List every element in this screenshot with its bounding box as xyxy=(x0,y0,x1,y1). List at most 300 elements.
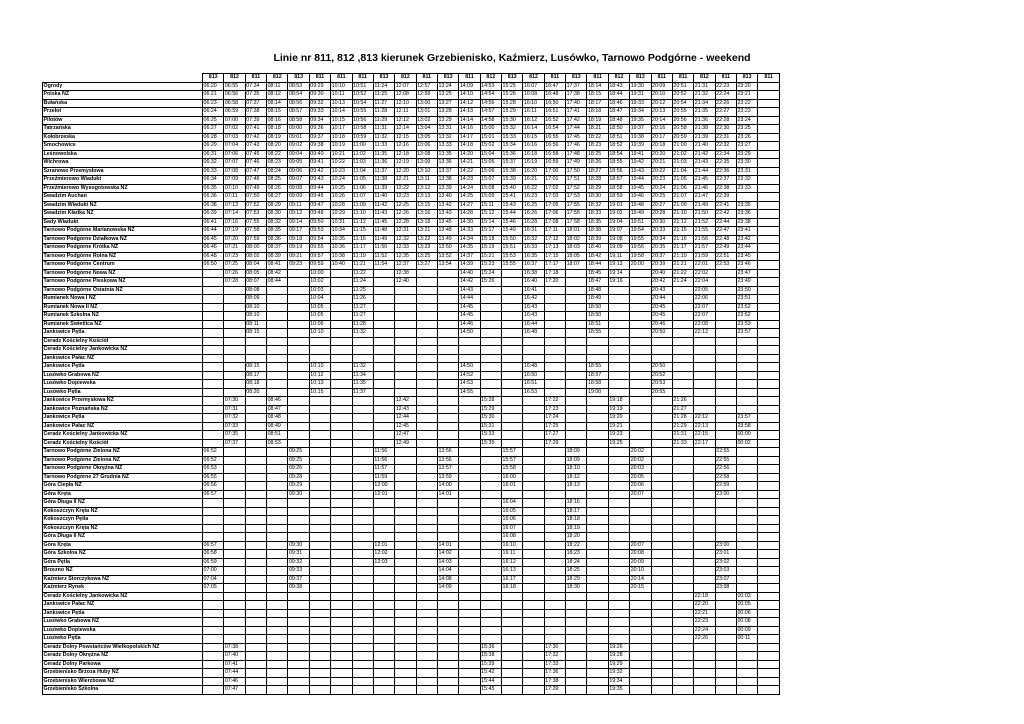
departure-time: 13:39 xyxy=(437,184,458,193)
departure-time: 13:43 xyxy=(437,210,458,219)
departure-time: 15:58 xyxy=(502,465,523,474)
departure-time: 18:39 xyxy=(587,235,608,244)
departure-time xyxy=(523,660,544,669)
departure-time xyxy=(224,354,245,363)
stop-name: Jankowice Pętla xyxy=(43,329,203,338)
departure-time xyxy=(459,541,480,550)
departure-time xyxy=(203,499,224,508)
departure-time xyxy=(416,286,437,295)
departure-time xyxy=(203,269,224,278)
departure-time: 15:46 xyxy=(502,218,523,227)
table-row xyxy=(43,91,780,100)
departure-time xyxy=(395,448,416,457)
departure-time: 23:26 xyxy=(736,133,757,142)
departure-time xyxy=(736,354,757,363)
departure-time: 19:39 xyxy=(630,142,651,151)
departure-time: 22:42 xyxy=(715,210,736,219)
departure-time xyxy=(523,354,544,363)
departure-time: 16:37 xyxy=(523,261,544,270)
departure-time xyxy=(224,507,245,516)
departure-time: 19:46 xyxy=(630,193,651,202)
departure-time xyxy=(608,635,629,644)
departure-time: 06:39 xyxy=(203,210,224,219)
departure-time: 11:56 xyxy=(373,448,394,457)
departure-time xyxy=(267,652,288,661)
departure-time: 18:40 xyxy=(587,244,608,253)
departure-time: 12:01 xyxy=(373,490,394,499)
departure-time: 00:02 xyxy=(736,439,757,448)
departure-time xyxy=(245,677,266,686)
departure-time: 21:10 xyxy=(672,210,693,219)
departure-time xyxy=(245,575,266,584)
departure-time xyxy=(373,652,394,661)
departure-time xyxy=(630,346,651,355)
departure-time xyxy=(309,414,330,423)
departure-time: 07:44 xyxy=(224,669,245,678)
departure-time: 23:31 xyxy=(736,167,757,176)
departure-time: 16:06 xyxy=(502,516,523,525)
departure-time xyxy=(630,312,651,321)
departure-time xyxy=(544,618,565,627)
departure-time xyxy=(523,686,544,695)
departure-time xyxy=(523,558,544,567)
departure-time: 13:08 xyxy=(416,150,437,159)
departure-time: 23:52 xyxy=(736,312,757,321)
departure-time xyxy=(416,541,437,550)
departure-time xyxy=(352,584,373,593)
departure-time xyxy=(245,601,266,610)
departure-time xyxy=(502,677,523,686)
departure-time: 08:20 xyxy=(245,388,266,397)
departure-time xyxy=(715,669,736,678)
departure-time: 16:50 xyxy=(523,371,544,380)
departure-time xyxy=(736,397,757,406)
departure-time: 09:48 xyxy=(309,210,330,219)
departure-time: 12:40 xyxy=(395,278,416,287)
line-number-header: 811 xyxy=(309,74,330,83)
departure-time: 14:17 xyxy=(459,133,480,142)
departure-time xyxy=(331,346,352,355)
departure-time xyxy=(459,507,480,516)
departure-time: 19:31 xyxy=(630,91,651,100)
line-number-header: 812 xyxy=(694,74,715,83)
departure-time xyxy=(331,567,352,576)
departure-time xyxy=(459,584,480,593)
table-row xyxy=(43,448,780,457)
departure-time xyxy=(480,295,501,304)
departure-time: 18:45 xyxy=(587,269,608,278)
departure-time xyxy=(459,354,480,363)
departure-time xyxy=(715,643,736,652)
departure-time xyxy=(502,669,523,678)
departure-time: 13:12 xyxy=(416,184,437,193)
departure-time: 10:40 xyxy=(331,261,352,270)
departure-time: 13:50 xyxy=(437,244,458,253)
departure-time xyxy=(544,626,565,635)
departure-time xyxy=(715,609,736,618)
departure-time xyxy=(502,635,523,644)
departure-time: 17:05 xyxy=(544,201,565,210)
departure-time xyxy=(395,660,416,669)
departure-time xyxy=(245,541,266,550)
departure-time: 15:24 xyxy=(480,269,501,278)
departure-time: 09:12 xyxy=(288,210,309,219)
departure-time xyxy=(758,601,780,610)
departure-time xyxy=(352,652,373,661)
departure-time: 22:05 xyxy=(694,286,715,295)
departure-time: 07:45 xyxy=(245,150,266,159)
departure-time xyxy=(608,295,629,304)
departure-time: 22:06 xyxy=(694,295,715,304)
departure-time: 07:19 xyxy=(224,227,245,236)
departure-time xyxy=(715,354,736,363)
departure-time xyxy=(566,609,587,618)
departure-time: 18:50 xyxy=(587,303,608,312)
departure-time xyxy=(523,524,544,533)
departure-time: 16:12 xyxy=(502,558,523,567)
departure-time xyxy=(352,354,373,363)
departure-time xyxy=(352,439,373,448)
departure-time xyxy=(587,686,608,695)
departure-time xyxy=(608,371,629,380)
departure-time: 21:00 xyxy=(672,142,693,151)
departure-time: 11:39 xyxy=(373,184,394,193)
departure-time: 13:31 xyxy=(437,125,458,134)
departure-time: 07:50 xyxy=(245,193,266,202)
departure-time xyxy=(352,669,373,678)
departure-time xyxy=(416,380,437,389)
departure-time xyxy=(651,422,672,431)
departure-time xyxy=(309,473,330,482)
departure-time: 08:12 xyxy=(267,91,288,100)
table-row xyxy=(43,524,780,533)
departure-time xyxy=(480,371,501,380)
departure-time: 09:18 xyxy=(288,235,309,244)
departure-time xyxy=(523,575,544,584)
departure-time xyxy=(736,482,757,491)
departure-time xyxy=(694,533,715,542)
departure-time: 14:22 xyxy=(459,167,480,176)
departure-time xyxy=(373,346,394,355)
departure-time xyxy=(459,592,480,601)
departure-time xyxy=(672,320,693,329)
departure-time: 06:59 xyxy=(224,108,245,117)
departure-time xyxy=(331,337,352,346)
departure-time: 06:34 xyxy=(203,176,224,185)
departure-time xyxy=(694,337,715,346)
departure-time: 18:46 xyxy=(608,99,629,108)
departure-time: 17:24 xyxy=(544,414,565,423)
departure-time: 00:05 xyxy=(736,601,757,610)
departure-time xyxy=(331,329,352,338)
departure-time: 20:10 xyxy=(630,567,651,576)
departure-time: 23:38 xyxy=(736,218,757,227)
departure-time xyxy=(203,677,224,686)
departure-time: 22:44 xyxy=(715,218,736,227)
departure-time xyxy=(694,465,715,474)
departure-time: 20:44 xyxy=(651,295,672,304)
departure-time: 21:56 xyxy=(694,235,715,244)
departure-time: 20:00 xyxy=(630,261,651,270)
departure-time: 21:16 xyxy=(672,235,693,244)
departure-time xyxy=(309,601,330,610)
stop-name: Bułańska xyxy=(43,99,203,108)
departure-time: 06:35 xyxy=(203,184,224,193)
departure-time: 06:25 xyxy=(203,116,224,125)
departure-time: 00:06 xyxy=(736,609,757,618)
departure-time: 07:38 xyxy=(245,108,266,117)
departure-time: 12:28 xyxy=(395,218,416,227)
departure-time: 23:45 xyxy=(736,252,757,261)
departure-time xyxy=(331,456,352,465)
departure-time: 09:02 xyxy=(288,142,309,151)
departure-time xyxy=(630,669,651,678)
departure-time xyxy=(331,550,352,559)
departure-time xyxy=(309,431,330,440)
departure-time xyxy=(758,337,780,346)
departure-time: 18:32 xyxy=(587,201,608,210)
departure-time xyxy=(267,550,288,559)
stop-name: Góra Kręta xyxy=(43,541,203,550)
departure-time xyxy=(437,405,458,414)
departure-time: 19:41 xyxy=(630,150,651,159)
departure-time xyxy=(203,592,224,601)
departure-time xyxy=(331,635,352,644)
departure-time xyxy=(224,558,245,567)
departure-time: 20:56 xyxy=(672,116,693,125)
departure-time: 09:47 xyxy=(309,201,330,210)
stop-name: Leśnowolska xyxy=(43,150,203,159)
departure-time xyxy=(523,422,544,431)
departure-time xyxy=(459,652,480,661)
departure-time: 07:30 xyxy=(224,397,245,406)
departure-time xyxy=(502,363,523,372)
departure-time: 11:36 xyxy=(373,159,394,168)
departure-time xyxy=(672,303,693,312)
departure-time: 21:06 xyxy=(672,184,693,193)
departure-time xyxy=(480,482,501,491)
stop-name: Tarnowo Podgórne Pieskowa NŻ xyxy=(43,278,203,287)
stop-name: Pilotów xyxy=(43,116,203,125)
departure-time xyxy=(544,567,565,576)
departure-time: 07:37 xyxy=(245,99,266,108)
departure-time: 20:50 xyxy=(651,363,672,372)
departure-time: 09:29 xyxy=(309,82,330,91)
departure-time xyxy=(459,669,480,678)
departure-time xyxy=(224,499,245,508)
stop-name: Tatrzańska xyxy=(43,125,203,134)
departure-time: 15:57 xyxy=(502,456,523,465)
departure-time xyxy=(523,414,544,423)
departure-time xyxy=(608,363,629,372)
departure-time xyxy=(437,269,458,278)
departure-time xyxy=(373,575,394,584)
departure-time: 11:59 xyxy=(373,473,394,482)
departure-time xyxy=(373,686,394,695)
departure-time: 21:38 xyxy=(694,125,715,134)
departure-time: 12:11 xyxy=(395,108,416,117)
departure-time xyxy=(395,558,416,567)
departure-time: 23:46 xyxy=(736,261,757,270)
departure-time: 21:45 xyxy=(694,176,715,185)
line-number-header: 811 xyxy=(651,74,672,83)
departure-time xyxy=(459,575,480,584)
table-row xyxy=(43,176,780,185)
stop-name: Polska NŻ xyxy=(43,91,203,100)
departure-time xyxy=(672,618,693,627)
departure-time xyxy=(416,524,437,533)
departure-time xyxy=(736,669,757,678)
departure-time: 21:34 xyxy=(694,99,715,108)
departure-time: 09:11 xyxy=(288,201,309,210)
departure-time: 07:46 xyxy=(245,159,266,168)
stop-name: Rumianek Nowa I NŻ xyxy=(43,295,203,304)
departure-time xyxy=(224,312,245,321)
departure-time xyxy=(459,465,480,474)
departure-time: 23:30 xyxy=(736,159,757,168)
departure-time: 07:00 xyxy=(224,116,245,125)
departure-time xyxy=(502,269,523,278)
departure-time: 19:35 xyxy=(608,686,629,695)
departure-time: 21:17 xyxy=(672,244,693,253)
table-row xyxy=(43,320,780,329)
departure-time xyxy=(459,643,480,652)
departure-time: 18:56 xyxy=(608,167,629,176)
departure-time xyxy=(395,592,416,601)
departure-time: 22:07 xyxy=(694,312,715,321)
table-row xyxy=(43,686,780,695)
departure-time xyxy=(736,473,757,482)
departure-time: 23:33 xyxy=(736,184,757,193)
departure-time xyxy=(608,524,629,533)
departure-time: 17:15 xyxy=(544,252,565,261)
departure-time xyxy=(651,431,672,440)
departure-time xyxy=(373,354,394,363)
departure-time xyxy=(224,371,245,380)
departure-time xyxy=(523,626,544,635)
departure-time xyxy=(587,558,608,567)
stop-name: Ceradz Kościelny Jankowicka NŻ xyxy=(43,431,203,440)
departure-time xyxy=(608,456,629,465)
departure-time xyxy=(608,609,629,618)
departure-time xyxy=(331,516,352,525)
departure-time: 11:37 xyxy=(373,167,394,176)
departure-time xyxy=(395,363,416,372)
table-row xyxy=(43,660,780,669)
stop-name: Góra Długa II NŻ xyxy=(43,499,203,508)
stop-name: Kołobrzeska xyxy=(43,133,203,142)
departure-time: 14:58 xyxy=(480,116,501,125)
departure-time: 09:08 xyxy=(288,184,309,193)
departure-time xyxy=(587,567,608,576)
departure-time xyxy=(544,337,565,346)
stop-name: Lusówko Dopiewska xyxy=(43,380,203,389)
departure-time: 14:50 xyxy=(459,363,480,372)
stop-name: Przełot xyxy=(43,108,203,117)
departure-time xyxy=(288,388,309,397)
departure-time xyxy=(630,499,651,508)
departure-time: 12:49 xyxy=(395,439,416,448)
departure-time: 17:38 xyxy=(566,91,587,100)
departure-time xyxy=(566,431,587,440)
departure-time: 08:05 xyxy=(245,269,266,278)
departure-time: 09:54 xyxy=(309,235,330,244)
departure-time xyxy=(694,388,715,397)
departure-time xyxy=(608,303,629,312)
departure-time xyxy=(267,380,288,389)
departure-time xyxy=(224,601,245,610)
departure-time xyxy=(587,524,608,533)
departure-time: 18:58 xyxy=(587,380,608,389)
stop-name: Tarnowo Podgórne Działkowa NŻ xyxy=(43,235,203,244)
departure-time xyxy=(651,550,672,559)
departure-time xyxy=(267,660,288,669)
departure-time: 16:21 xyxy=(523,176,544,185)
departure-time xyxy=(587,601,608,610)
departure-time xyxy=(672,329,693,338)
departure-time: 18:55 xyxy=(587,329,608,338)
departure-time xyxy=(373,431,394,440)
stop-name: Ceradz Dolny Powstańców Wielkopolskich NŻ xyxy=(43,643,203,652)
departure-time xyxy=(758,218,780,227)
departure-time: 18:54 xyxy=(608,150,629,159)
departure-time: 07:47 xyxy=(245,167,266,176)
table-row xyxy=(43,669,780,678)
departure-time: 16:41 xyxy=(523,286,544,295)
departure-time xyxy=(245,533,266,542)
departure-time: 19:16 xyxy=(608,278,629,287)
departure-time: 23:20 xyxy=(736,82,757,91)
departure-time: 06:36 xyxy=(203,193,224,202)
departure-time xyxy=(630,439,651,448)
departure-time: 15:33 xyxy=(502,133,523,142)
departure-time xyxy=(523,669,544,678)
table-row xyxy=(43,142,780,151)
departure-time: 19:48 xyxy=(630,201,651,210)
departure-time: 11:38 xyxy=(373,176,394,185)
departure-time xyxy=(758,626,780,635)
departure-time xyxy=(758,448,780,457)
departure-time xyxy=(267,312,288,321)
departure-time: 07:49 xyxy=(245,184,266,193)
departure-time xyxy=(758,99,780,108)
departure-time xyxy=(736,686,757,695)
departure-time: 08:32 xyxy=(267,218,288,227)
departure-time: 13:05 xyxy=(416,133,437,142)
departure-time: 21:27 xyxy=(672,405,693,414)
departure-time xyxy=(758,227,780,236)
departure-time xyxy=(630,414,651,423)
departure-time xyxy=(245,431,266,440)
departure-time: 23:27 xyxy=(736,142,757,151)
departure-time: 16:51 xyxy=(523,380,544,389)
departure-time: 18:18 xyxy=(566,516,587,525)
departure-time: 23:42 xyxy=(736,235,757,244)
departure-time xyxy=(651,618,672,627)
departure-time xyxy=(758,635,780,644)
departure-time xyxy=(416,609,437,618)
departure-time: 22:27 xyxy=(715,108,736,117)
departure-time xyxy=(373,286,394,295)
departure-time xyxy=(267,295,288,304)
departure-time: 08:37 xyxy=(267,244,288,253)
departure-time: 18:43 xyxy=(608,82,629,91)
departure-time xyxy=(373,567,394,576)
departure-time: 16:08 xyxy=(502,533,523,542)
departure-time xyxy=(245,405,266,414)
departure-time xyxy=(288,329,309,338)
departure-time: 10:10 xyxy=(331,82,352,91)
